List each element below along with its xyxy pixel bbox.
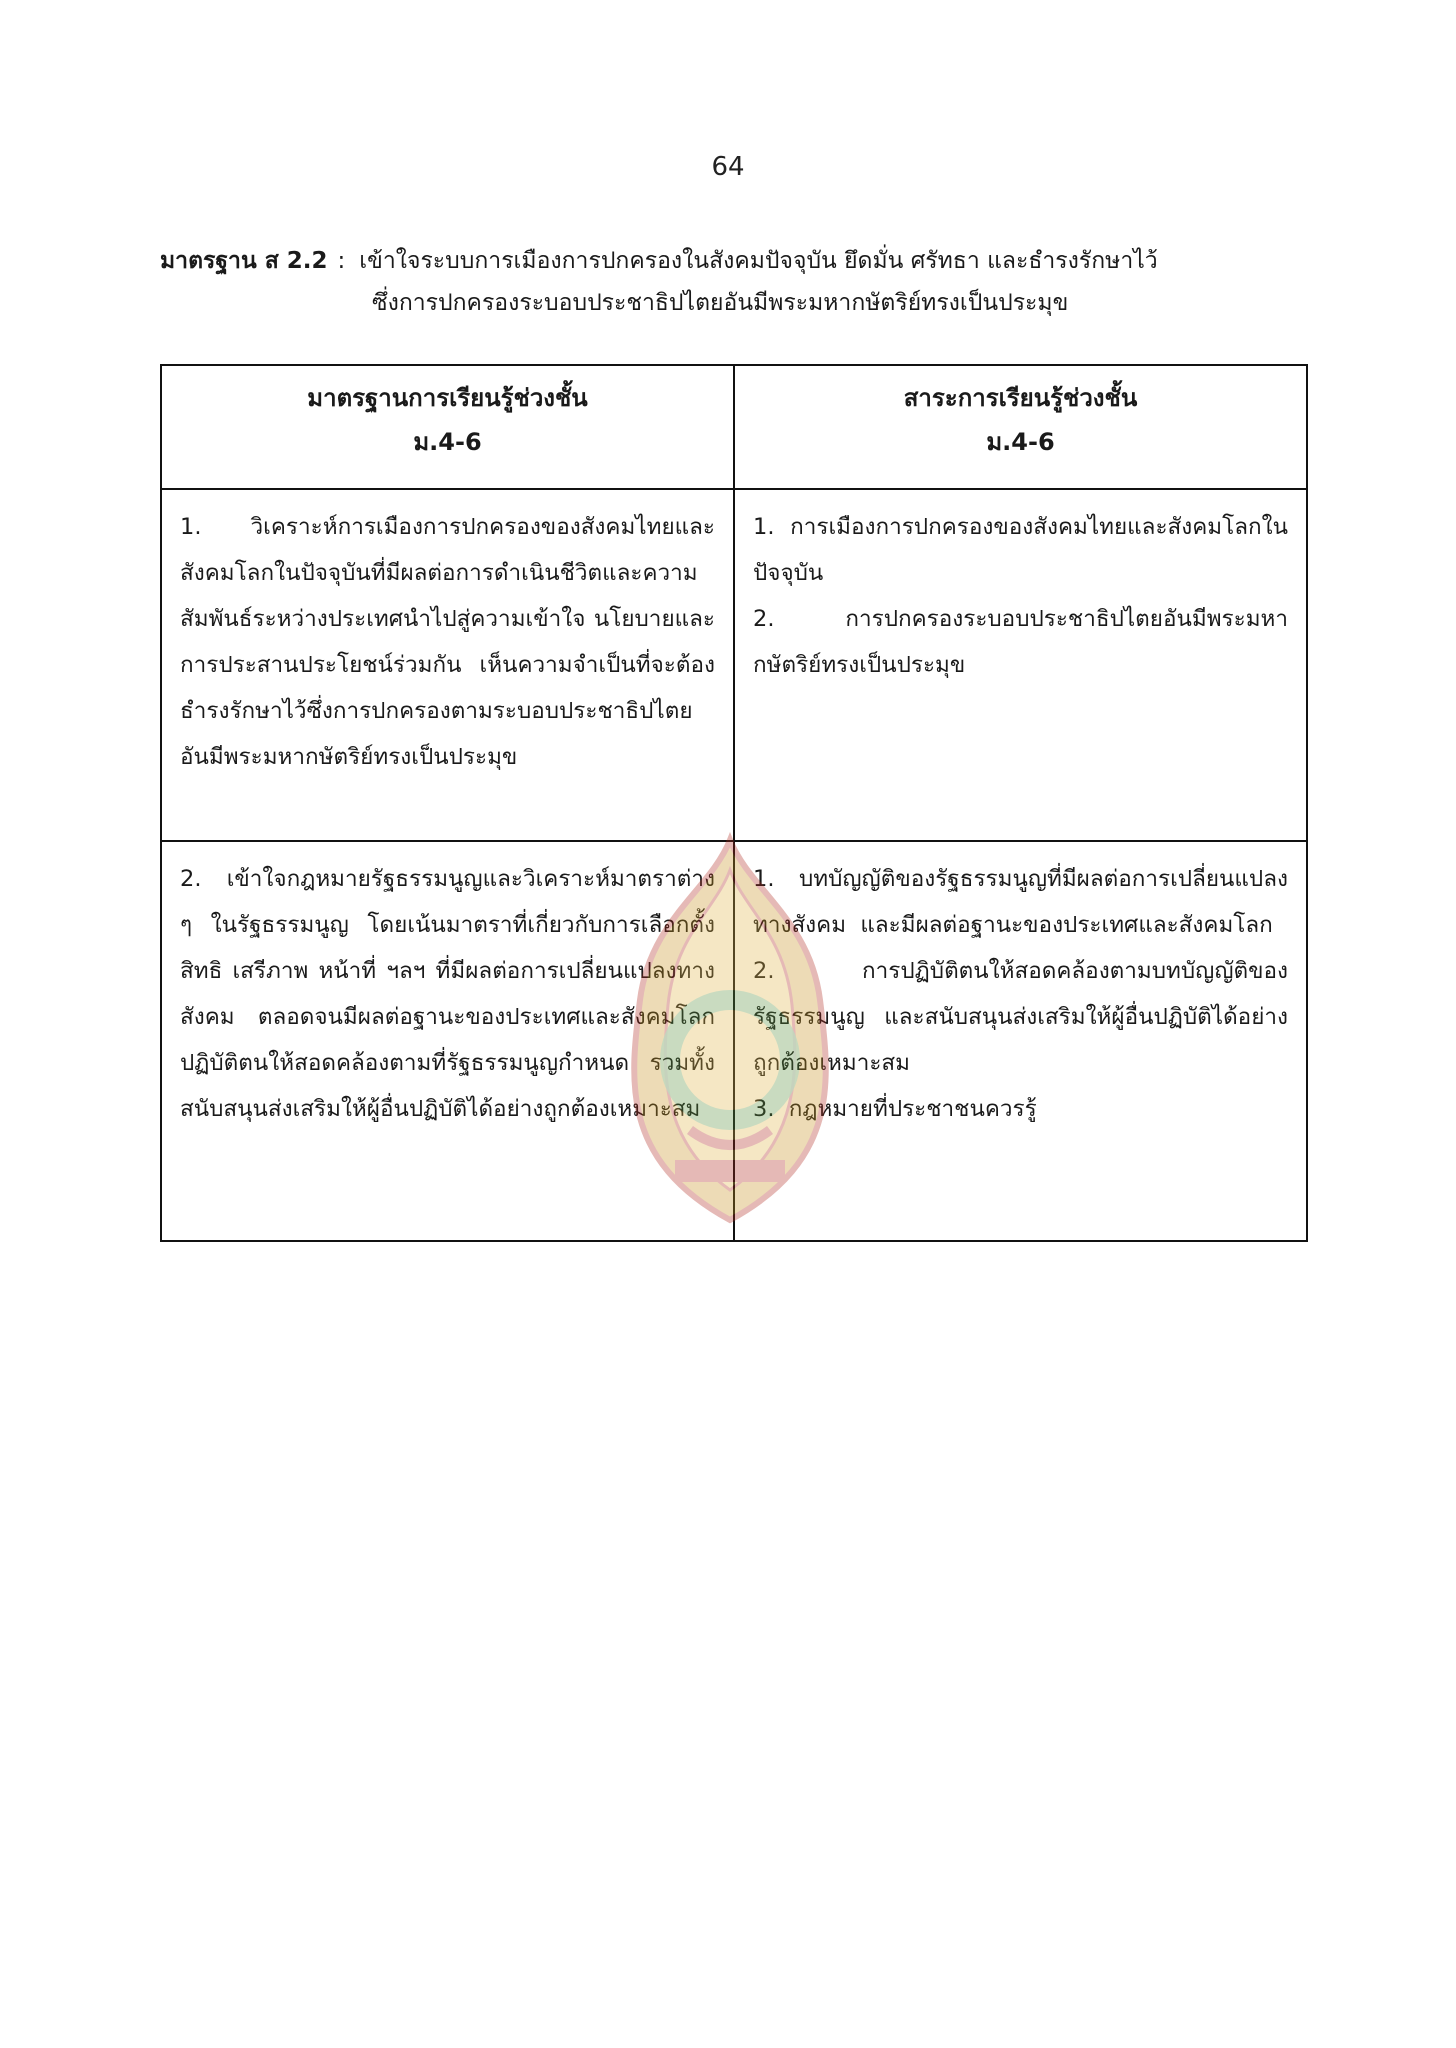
standard-heading: [160, 240, 1312, 324]
content-item: 2. การปกครองระบอบประชาธิปไตยอันมีพระมหากษัตริย์ทรงเป็นประมุข: [753, 606, 1288, 678]
standard-item: 1. วิเคราะห์การเมืองการปกครองของสังคมไทยและสังคมโลกในปัจจุบันที่มีผลต่อการดำเนินชีวิตและความสัมพันธ์ระหว่างประเทศนำไปสู่ความเข้าใจ นโยบายและการประสานประโยชน์ร่วมกัน เห็นความจำเป็นที่จะต้องธำรงรักษาไว้ซึ่งการปกครองตามระบอบประชาธิปไตยอันมีพระมหากษัตริย์ทรงเป็นประมุข: [180, 514, 715, 770]
header-line2: ม.4-6: [413, 428, 482, 456]
table-header-row: [161, 365, 1307, 489]
header-line1: มาตรฐานการเรียนรู้ช่วงชั้น: [307, 384, 588, 412]
content-item: 1. บทบัญญัติของรัฐธรรมนูญที่มีผลต่อการเปลี่ยนแปลงทางสังคม และมีผลต่อฐานะของประเทศและสังคมโลก: [753, 866, 1288, 938]
page-number: 64: [711, 152, 745, 182]
row1-standard-cell: [161, 489, 734, 841]
content-item: 1. การเมืองการปกครองของสังคมไทยและสังคมโลกในปัจจุบัน: [753, 514, 1288, 586]
row1-content-cell: [734, 489, 1307, 841]
standard-item: 2. เข้าใจกฎหมายรัฐธรรมนูญและวิเคราะห์มาตราต่าง ๆ ในรัฐธรรมนูญ โดยเน้นมาตราที่เกี่ยวกับการเลือกตั้ง สิทธิ เสรีภาพ หน้าที่ ฯลฯ ที่มีผลต่อการเปลี่ยนแปลงทางสังคม ตลอดจนมีผลต่อฐานะของประเทศและสังคมโลก ปฏิบัติตนให้สอดคล้องตามที่รัฐธรรมนูญกำหนด รวมทั้งสนับสนุนส่งเสริมให้ผู้อื่นปฏิบัติได้อย่างถูกต้องเหมาะสม: [180, 866, 723, 1122]
table-row: [161, 841, 1307, 1241]
content-item: 3. กฎหมายที่ประชาชนควรรู้: [753, 1096, 1037, 1122]
standards-table: [160, 364, 1308, 1242]
standard-text-line2: ซึ่งการปกครองระบอบประชาธิปไตยอันมีพระมหากษัตริย์ทรงเป็นประมุข: [372, 290, 1069, 316]
header-learning-standard: [161, 365, 734, 489]
header-line1: สาระการเรียนรู้ช่วงชั้น: [903, 384, 1138, 412]
standard-text-line1: เข้าใจระบบการเมืองการปกครองในสังคมปัจจุบัน ยึดมั่น ศรัทธา และธำรงรักษาไว้: [359, 248, 1158, 274]
standard-separator: :: [337, 248, 346, 274]
header-learning-content: [734, 365, 1307, 489]
content-item: 2. การปฏิบัติตนให้สอดคล้องตามบทบัญญัติของรัฐธรรมนูญ และสนับสนุนส่งเสริมให้ผู้อื่นปฏิบัติได้อย่างถูกต้องเหมาะสม: [753, 958, 1288, 1076]
header-line2: ม.4-6: [986, 428, 1055, 456]
table-row: [161, 489, 1307, 841]
row2-standard-cell: [161, 841, 734, 1241]
row2-content-cell: [734, 841, 1307, 1241]
standard-label: มาตรฐาน ส 2.2: [160, 248, 328, 274]
